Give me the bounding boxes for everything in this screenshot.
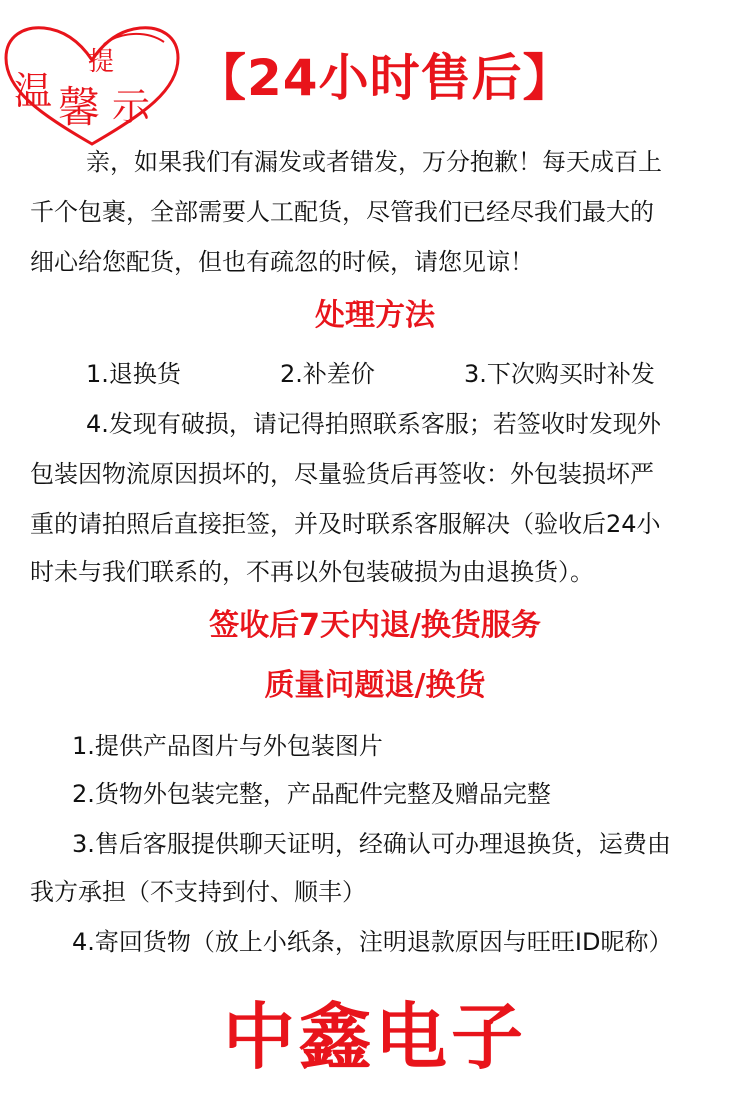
return-item-3-line-2: 我方承担（不支持到付、顺丰） (30, 878, 366, 906)
quality-return-heading: 质量问题退/换货 (264, 668, 486, 703)
damage-line-4: 时未与我们联系的，不再以外包装破损为由退换货）。 (30, 558, 594, 586)
page-title: 【24小时售后】 (196, 49, 574, 107)
return-item-2: 2.货物外包装完整，产品配件完整及赠品完整 (72, 780, 551, 808)
handling-heading: 处理方法 (315, 298, 435, 333)
option-resend: 3.下次购买时补发 (464, 360, 655, 388)
logo-char-ti: 提 (88, 47, 115, 77)
return-service-heading: 签收后7天内退/换货服务 (209, 608, 541, 643)
option-price-difference: 2.补差价 (280, 360, 375, 388)
intro-line-1: 亲，如果我们有漏发或者错发，万分抱歉！每天成百上 (86, 148, 662, 176)
intro-line-3: 细心给您配货，但也有疏忽的时候，请您见谅！ (30, 248, 534, 276)
return-item-3-line-1: 3.售后客服提供聊天证明，经确认可办理退换货，运费由 (72, 830, 671, 858)
return-item-4: 4.寄回货物（放上小纸条，注明退款原因与旺旺ID昵称） (72, 928, 673, 956)
logo (0, 22, 185, 152)
handling-options (30, 360, 750, 390)
damage-line-2: 包装因物流原因损坏的，尽量验货后再签收：外包装损坏严 (30, 460, 654, 488)
logo-char-xin: 馨 (58, 83, 101, 132)
heart-logo-icon (0, 22, 185, 152)
intro-line-2: 千个包裹，全部需要人工配货，尽管我们已经尽我们最大的 (30, 198, 654, 226)
logo-char-shi: 示 (112, 85, 151, 129)
option-return: 1.退换货 (86, 360, 181, 388)
damage-line-3: 重的请拍照后直接拒签，并及时联系客服解决（验收后24小 (30, 510, 661, 538)
logo-char-wen: 温 (14, 69, 53, 113)
damage-line-1: 4.发现有破损，请记得拍照联系客服；若签收时发现外 (86, 410, 661, 438)
brand-name: 中鑫电子 (222, 995, 527, 1079)
return-item-1: 1.提供产品图片与外包装图片 (72, 732, 383, 760)
